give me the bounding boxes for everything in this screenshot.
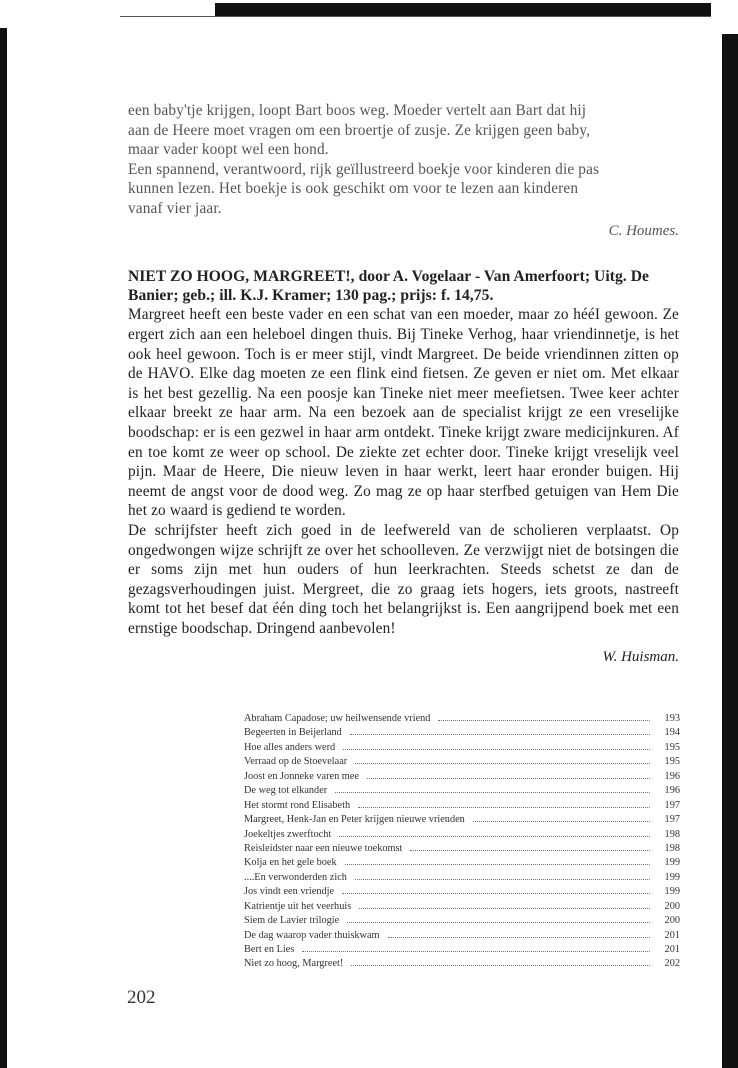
toc-leader-dots xyxy=(351,965,650,966)
page-number: 202 xyxy=(127,987,156,1008)
review1-line: aan de Heere moet vragen om een broertje of zusje. Ze krijgen geen baby, xyxy=(128,121,591,139)
review-niet-zo-hoog xyxy=(128,267,679,668)
toc-leader-dots xyxy=(388,937,650,938)
scan-left-border xyxy=(0,28,7,1068)
toc-page: 197 xyxy=(664,814,680,826)
toc-title: Margreet, Henk-Jan en Peter krijgen nieuwe vrienden xyxy=(244,814,465,826)
review1-text xyxy=(128,101,679,219)
toc-entry xyxy=(244,900,680,914)
toc-leader-dots xyxy=(473,821,650,822)
toc-page: 195 xyxy=(664,741,680,753)
review1-line: kunnen lezen. Het boekje is ook geschikt om voor te lezen aan kinderen xyxy=(128,180,579,198)
toc-title: Joost en Jonneke varen mee xyxy=(244,770,359,782)
toc-leader-dots xyxy=(367,778,650,779)
toc-leader-dots xyxy=(302,951,650,952)
toc-entry xyxy=(244,885,680,899)
toc-page: 193 xyxy=(664,713,680,724)
toc-page: 200 xyxy=(664,900,680,912)
toc-entry xyxy=(244,856,680,870)
toc-title: De weg tot elkander xyxy=(244,785,328,797)
toc-page: 197 xyxy=(664,799,680,811)
toc-page: 198 xyxy=(664,842,680,854)
toc-page: 201 xyxy=(664,944,680,955)
toc-entry xyxy=(244,755,680,769)
toc-title: ....En verwonderden zich xyxy=(244,871,347,883)
toc-leader-dots xyxy=(359,908,650,909)
toc-page: 201 xyxy=(664,929,680,941)
scan-top-border xyxy=(215,3,711,16)
toc-entry xyxy=(244,828,680,842)
toc-page: 195 xyxy=(664,756,680,768)
toc-leader-dots xyxy=(410,850,650,851)
toc-entry xyxy=(244,943,680,957)
page-content xyxy=(128,101,679,667)
toc-title: Jos vindt een vriendje xyxy=(244,886,335,898)
toc-page: 202 xyxy=(664,958,680,970)
toc-entry xyxy=(244,770,680,784)
scan-top-line xyxy=(120,16,711,17)
toc-leader-dots xyxy=(339,836,650,837)
toc-leader-dots xyxy=(342,893,650,894)
review2-paragraph-1: Margreet heeft een beste vader en een schat van een moeder, maar zo hééI gewoon. Ze ergert zich aan een heleboel dingen thuis. Bij Tineke Verhog, haar vriendinnetje, is het ook heel gewoon. Toch is er meer stijl, vindt Margreet. De beide vriendinnen zitten op de HAVO. Elke dag moeten ze een flink eind fietsen. Ze geven er niet om. Met elkaar is het best gezellig. Na een poosje kan Tineke niet meer meefietsen. Twee keer achter elkaar breekt ze haar arm. Na een bezoek aan de specialist krijgt ze een vreselijke boodschap: er is een gezwel in haar arm ontdekt. Tineke krijgt zware medicijnkuren. Af en toe komt ze weer op school. De ziekte zet echter door. Tineke krijgt vreselijk veel pijn. Maar de Heere, Die nieuw leven in haar werkt, leert haar eronder buigen. Hij neemt de angst voor de dood weg. Zo mag ze op haar sterfbed getuigen van Hem Die het zo waard is gediend te worden. xyxy=(128,306,679,520)
toc-page: 196 xyxy=(664,785,680,797)
toc-title: Niet zo hoog, Margreet! xyxy=(244,958,344,970)
toc-title: Joekeltjes zwerftocht xyxy=(244,828,332,840)
toc-leader-dots xyxy=(345,864,650,865)
toc-page: 199 xyxy=(664,857,680,869)
review-houmes xyxy=(128,101,679,241)
toc-leader-dots xyxy=(358,807,650,808)
toc-title: Reisleidster naar een nieuwe toekomst xyxy=(244,842,403,854)
review1-line: een baby'tje krijgen, loopt Bart boos weg. Moeder vertelt aan Bart dat hij xyxy=(128,102,587,119)
toc-page: 194 xyxy=(664,727,680,739)
toc-leader-dots xyxy=(350,734,650,735)
toc-leader-dots xyxy=(343,749,650,750)
toc-title: Verraad op de Stoevelaar xyxy=(244,756,348,768)
toc-leader-dots xyxy=(438,720,650,721)
toc-entry xyxy=(244,726,680,740)
scan-right-border xyxy=(722,34,738,1068)
toc-title: De dag waarop vader thuiskwam xyxy=(244,929,380,941)
review2-signature: W. Huisman. xyxy=(602,649,679,666)
toc-page: 199 xyxy=(664,886,680,898)
toc-entry xyxy=(244,712,680,726)
toc-entry xyxy=(244,957,680,971)
toc-entry xyxy=(244,929,680,943)
toc-leader-dots xyxy=(355,763,650,764)
toc-entry xyxy=(244,784,680,798)
review2-paragraph-2: De schrijfster heeft zich goed in de leefwereld van de scholieren verplaatst. Op ongedwongen wijze schrijft ze over het schoolleven. Ze verzwijgt niet de botsingen die er soms zijn met hun ouders of hun leerkrachten. Steeds schetst ze dan de gezagsverhoudingen juist. Mergreet, die zo graag iets hogers, iets groots, nastreeft komt tot het besef dat één ding toch het belangrijkst is. Een aangrijpend boek met een ernstige boodschap. Dringend aanbevolen! xyxy=(128,521,679,637)
toc-entry xyxy=(244,842,680,856)
toc-leader-dots xyxy=(355,879,650,880)
toc-entry xyxy=(244,741,680,755)
toc-page: 196 xyxy=(664,770,680,782)
toc-title: Bert en Lies xyxy=(244,944,295,955)
toc-title: Het stormt rond Elisabeth xyxy=(244,799,351,811)
toc-title: Siem de Lavier trilogie xyxy=(244,915,340,927)
toc-title: Hoe alles anders werd xyxy=(244,741,336,753)
review1-line: Een spannend, verantwoord, rijk geïllustreerd boekje voor kinderen die pas xyxy=(128,160,600,178)
toc-title: Katrientje uit het veerhuis xyxy=(244,900,352,912)
toc-page: 198 xyxy=(664,828,680,840)
toc-title: Kolja en het gele boek xyxy=(244,857,337,869)
review2-heading: NIET ZO HOOG, MARGREET!, door A. Vogelaar - Van Amerfoort; Uitg. De Banier; geb.; ill. K.J. Kramer; 130 pag.; prijs: f. 14,75. xyxy=(128,267,649,304)
review1-line: vanaf vier jaar. xyxy=(128,199,222,217)
review1-signature: C. Houmes. xyxy=(608,222,679,239)
toc-entry xyxy=(244,914,680,928)
toc-leader-dots xyxy=(335,792,650,793)
toc-page: 200 xyxy=(664,915,680,927)
toc-entry xyxy=(244,813,680,827)
toc-leader-dots xyxy=(347,922,650,923)
table-of-contents xyxy=(244,712,680,972)
toc-title: Begeerten in Beijerland xyxy=(244,727,342,739)
review1-line: maar vader koopt wel een hond. xyxy=(128,141,329,159)
toc-entry xyxy=(244,871,680,885)
toc-entry xyxy=(244,799,680,813)
toc-title: Abraham Capadose; uw heilwensende vriend xyxy=(244,713,431,724)
toc-page: 199 xyxy=(664,871,680,883)
